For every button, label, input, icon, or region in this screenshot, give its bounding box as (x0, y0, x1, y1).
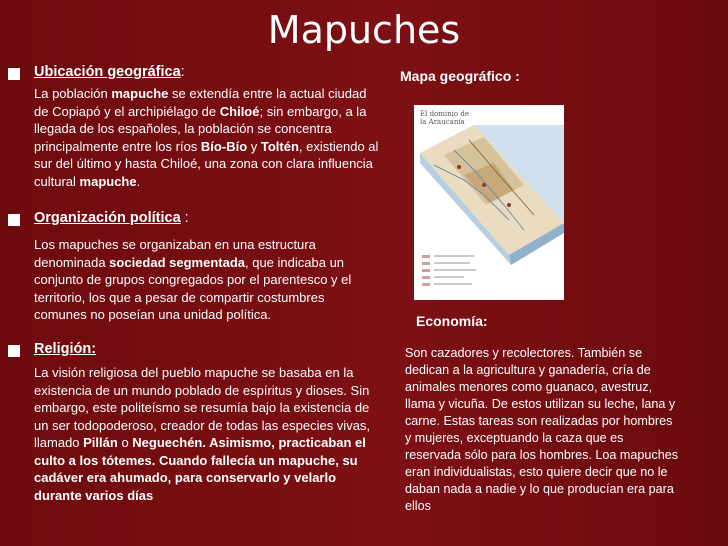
slide-title: Mapuches (267, 8, 461, 52)
section-heading-organizacion: Organización política : (34, 210, 189, 226)
bullet-icon (8, 68, 20, 80)
section-heading-ubicacion: Ubicación geográfica: (34, 64, 185, 80)
section-body-religion: La visión religiosa del pueblo mapuche se basaba en la existencia de un mundo poblado de espíritus y dioses. Sin embargo, este politeísmo se resumía bajo la existencia de un ser todopoderoso, creador de todas las especies vivas, llamado Pillán o Neguechén. Asimismo, practicaban el culto a los tótemes. Cuando fallecía un mapuche, su cadáver era ahumado, para conservarlo y velarlo durante varios días (34, 365, 371, 503)
economy-label: Economía: (416, 313, 488, 329)
map-illustration-icon (414, 105, 564, 300)
bullet-icon (8, 345, 20, 357)
map-label: Mapa geográfico : (400, 68, 520, 84)
map-image (414, 105, 564, 300)
economy-text: Son cazadores y recolectores. También se dedican a la agricultura y ganadería, cría de animales menores como guanaco, avestruz, llama y vicuña. De estos utilizan su leche, lana y carne. Estas tareas son realizadas por hombres y mujeres, exceptuando la caza que es reservada sólo para los hombres. Loa mapuches eran individualistas, esto quiere decir que no le daban nada a nadie y lo que producían era para ellos (405, 346, 679, 513)
section-body-ubicacion: La población mapuche se extendía entre la actual ciudad de Copiapó y el archipiélago de ChiIoé; sin embargo, a la llegada de los españoles, la población se concentra principalmente entre los ríos Bío-Bío y Toltén, existiendo al sur del último y hasta Chiloé, una zona con clara influencia cultural mapuche. (34, 86, 379, 189)
section-body-organizacion: Los mapuches se organizaban en una estructura denominada sociedad segmentada, que indicaba un conjunto de grupos congregados por el parentesco y el territorio, los que a pesar de compartir costumbres comunes no poseían una unidad política. (34, 237, 352, 322)
map-caption: El dominio de la Araucanía (420, 110, 469, 126)
bullet-icon (8, 214, 20, 226)
section-heading-religion: Religión: (34, 341, 97, 357)
